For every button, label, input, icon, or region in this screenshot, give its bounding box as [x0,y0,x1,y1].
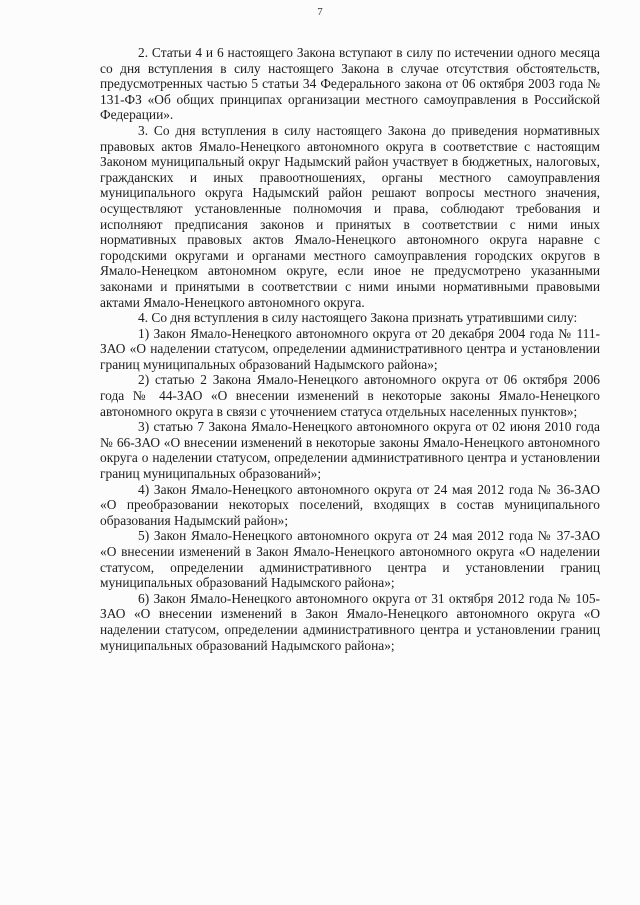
page-number: 7 [317,6,323,18]
list-item-repealed-6: 6) Закон Ямало-Ненецкого автономного округа от 31 октября 2012 года № 105-ЗАО «О внесении изменений в Закон Ямало-Ненецкого автономного округа «О наделении статусом, определении административного центра и установлении границ муниципальных образований Надымского района»; [100,590,600,653]
document-body [100,45,600,653]
list-item-repealed-4: 4) Закон Ямало-Ненецкого автономного округа от 24 мая 2012 года № 36-ЗАО «О преобразовании некоторых поселений, входящих в состав муниципального образования Надымский район»; [100,481,600,528]
list-item-repealed-2: 2) статью 2 Закона Ямало-Ненецкого автономного округа от 06 октября 2006 года № 44-ЗАО «О внесении изменений в некоторые законы Ямало-Ненецкого автономного округа в связи с уточнением статуса отдельных населенных пунктов»; [100,372,600,419]
list-item-repealed-5: 5) Закон Ямало-Ненецкого автономного округа от 24 мая 2012 года № 37-ЗАО «О внесении изменений в Закон Ямало-Ненецкого автономного округа «О наделении статусом, определении административного центра и установлении границ муниципальных образований Надымского района»; [100,528,600,591]
paragraph-article-4: 4. Со дня вступления в силу настоящего Закона признать утратившими силу: [138,310,578,326]
list-item-repealed-3: 3) статью 7 Закона Ямало-Ненецкого автономного округа от 02 июня 2010 года № 66-ЗАО «О внесении изменений в некоторые законы Ямало-Ненецкого автономного округа о наделении статусом, определении административного центра и установлении границ муниципальных образований»; [100,419,600,482]
list-item-repealed-1: 1) Закон Ямало-Ненецкого автономного округа от 20 декабря 2004 года № 111-ЗАО «О наделении статусом, определении административного центра и установлении границ муниципальных образований Надымского района»; [100,325,600,372]
paragraph-article-2: 2. Статьи 4 и 6 настоящего Закона вступают в силу по истечении одного месяца со дня вступления в силу настоящего Закона в случае отсутствия обстоятельств, предусмотренных частью 5 статьи 34 Федерального закона от 06 октября 2003 года № 131-ФЗ «Об общих принципах организации местного самоуправления в Российской Федерации». [100,45,600,123]
paragraph-article-3: 3. Со дня вступления в силу настоящего Закона до приведения нормативных правовых актов Ямало-Ненецкого автономного округа в соответствие с настоящим Законом муниципальный округ Надымский район участвует в бюджетных, налоговых, гражданских и иных правоотношениях, органы местного самоуправления муниципального округа Надымский район решают вопросы местного значения, осуществляют установленные полномочия и права, соблюдают требования и исполняют предписания законов и принятых в соответствии с ними иных нормативных правовых актов Ямало-Ненецкого автономного округа наравне с городскими округами и органами местного самоуправления городских округов в Ямало-Ненецком автономном округе, если иное не предусмотрено указанными законами и принятыми в соответствии с ними иными нормативными правовыми актами Ямало-Ненецкого автономного округа. [100,122,600,310]
